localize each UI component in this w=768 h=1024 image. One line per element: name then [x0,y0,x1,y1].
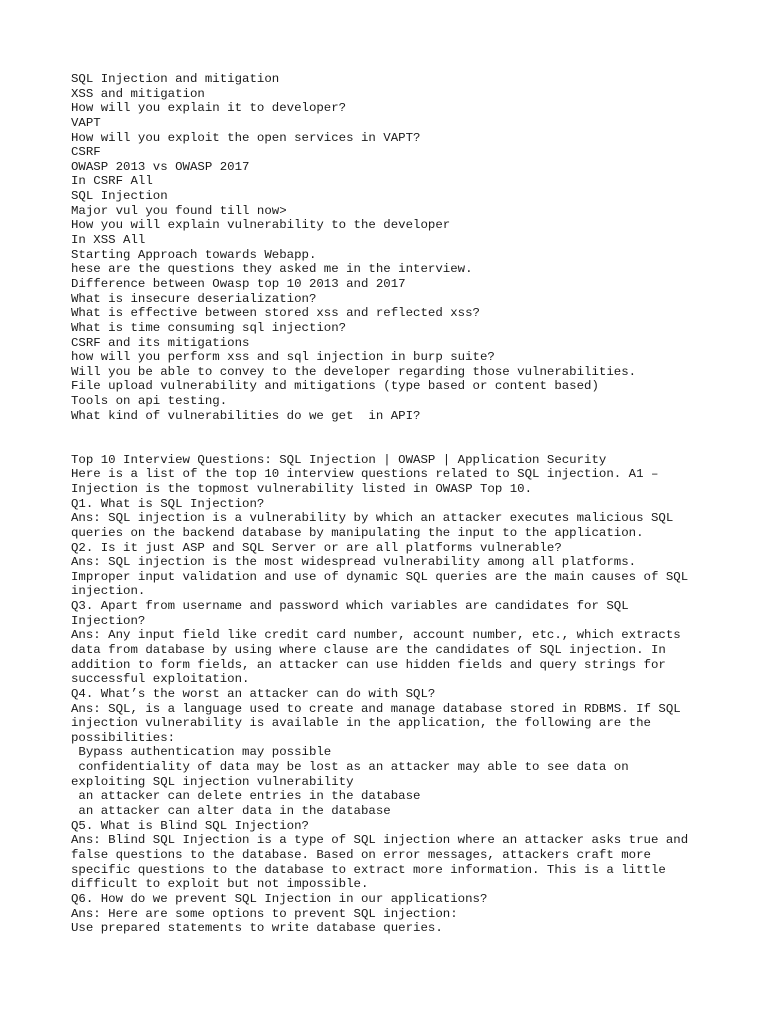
text-line: Major vul you found till now> [71,203,287,218]
text-line: SQL Injection [71,189,168,204]
answer-line: Improper input validation and use of dynamic SQL queries are the main causes of SQL [71,569,689,584]
text-line: Starting Approach towards Webapp. [71,247,317,262]
text-line: Will you be able to convey to the developer regarding those vulnerabilities. [71,364,637,379]
text-line: In CSRF All [71,174,153,189]
text-line: What kind of vulnerabilities do we get in API? [71,408,421,423]
document-page [71,72,751,936]
interview-notes-list [71,72,751,423]
list-item: an attacker can delete entries in the database [71,789,421,804]
text-line: SQL Injection and mitigation [71,72,280,86]
text-line: What is insecure deserialization? [71,291,317,306]
text-line: How you will explain vulnerability to the developer [71,218,451,233]
answer-line: false questions to the database. Based on error messages, attackers craft more [71,847,651,862]
text-line: OWASP 2013 vs OWASP 2017 [71,159,250,174]
answer-line: Ans: Blind SQL Injection is a type of SQL injection where an attacker asks true and [71,833,689,848]
text-line: Tools on api testing. [71,394,228,409]
answer-line: Ans: Any input field like credit card number, account number, etc., which extracts [71,628,681,643]
text-line: In XSS All [71,233,146,248]
answer-line: injection. [71,584,146,599]
question-line: Q4. What’s the worst an attacker can do with SQL? [71,686,436,701]
list-item: Bypass authentication may possible [71,745,332,760]
question-line: Q2. Is it just ASP and SQL Server or are all platforms vulnerable? [71,540,562,555]
text-line: How will you explain it to developer? [71,101,347,116]
text-line: how will you perform xss and sql injection in burp suite? [71,350,495,365]
text-line: What is effective between stored xss and reflected xss? [71,306,480,321]
question-line: Injection? [71,613,146,628]
answer-line: Ans: Here are some options to prevent SQL injection: [71,906,458,921]
text-line: Difference between Owasp top 10 2013 and 2017 [71,276,406,291]
answer-line: Use prepared statements to write database queries. [71,921,443,936]
question-line: Q1. What is SQL Injection? [71,496,265,511]
answer-line: difficult to exploit but not impossible. [71,877,369,892]
text-line: CSRF [71,145,101,160]
answer-line: Ans: SQL, is a language used to create and manage database stored in RDBMS. If SQL [71,701,681,716]
text-line: XSS and mitigation [71,86,205,101]
text-line: Injection is the topmost vulnerability listed in OWASP Top 10. [71,481,533,496]
text-line: hese are the questions they asked me in the interview. [71,262,473,277]
answer-line: specific questions to the database to extract more information. This is a little [71,862,666,877]
text-line: How will you exploit the open services in VAPT? [71,130,421,145]
answer-line: Ans: SQL injection is the most widespread vulnerability among all platforms. [71,555,637,570]
list-item: confidentiality of data may be lost as an attacker may able to see data on [71,760,629,775]
question-line: Q3. Apart from username and password which variables are candidates for SQL [71,599,629,614]
text-line: What is time consuming sql injection? [71,320,347,335]
text-line: File upload vulnerability and mitigations (type based or content based) [71,379,599,394]
question-line: Q6. How do we prevent SQL Injection in our applications? [71,891,488,906]
answer-line: queries on the backend database by manipulating the input to the application. [71,525,644,540]
text-line: CSRF and its mitigations [71,335,250,350]
answer-line: data from database by using where clause are the candidates of SQL injection. In [71,643,666,657]
section-title: Top 10 Interview Questions: SQL Injection | OWASP | Application Security [71,452,607,467]
answer-line: injection vulnerability is available in the application, the following are the [71,716,651,731]
answer-line: addition to form fields, an attacker can use hidden fields and query strings for [71,657,666,672]
answer-line: possibilities: [71,730,176,745]
list-item: an attacker can alter data in the database [71,804,391,819]
answer-line: Ans: SQL injection is a vulnerability by which an attacker executes malicious SQL [71,511,674,526]
question-line: Q5. What is Blind SQL Injection? [71,818,309,833]
text-line: VAPT [71,115,101,130]
text-line: Here is a list of the top 10 interview questions related to SQL injection. A1 – [71,467,659,482]
sql-injection-qa-section [71,453,751,936]
list-item: exploiting SQL injection vulnerability [71,774,354,789]
answer-line: successful exploitation. [71,672,250,687]
